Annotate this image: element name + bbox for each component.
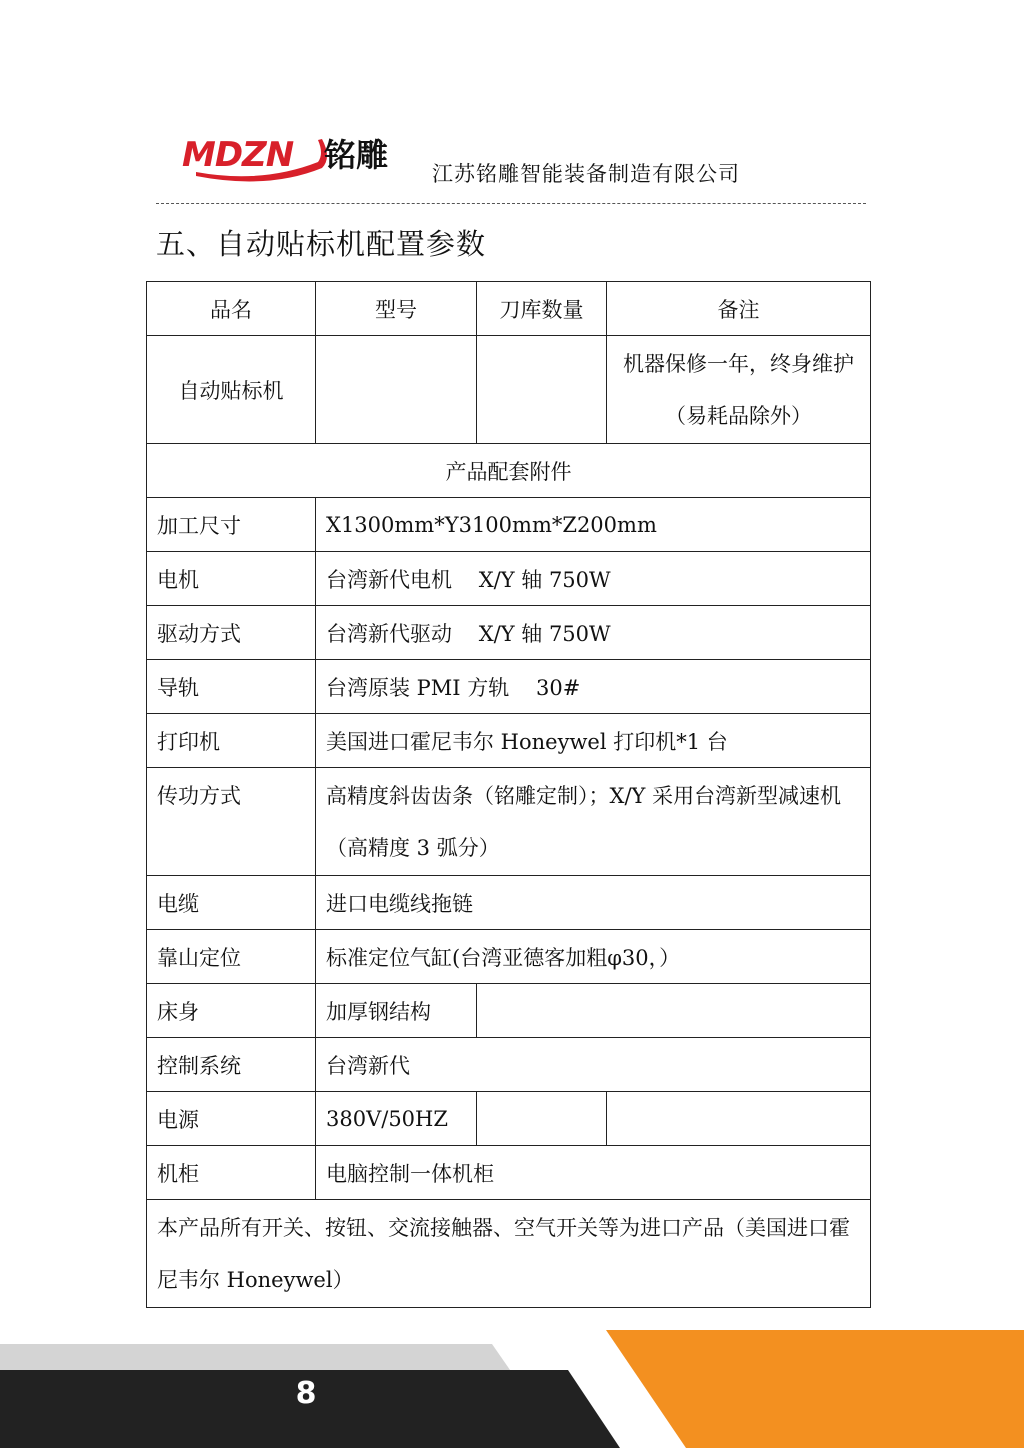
row-label: 机柜 xyxy=(147,1146,316,1200)
row-value: 台湾新代 xyxy=(316,1038,871,1092)
row-label: 床身 xyxy=(147,984,316,1038)
row-label: 电源 xyxy=(147,1092,316,1146)
company-name: 江苏铭雕智能装备制造有限公司 xyxy=(432,162,740,186)
header-cell: 型号 xyxy=(316,282,477,336)
table-row xyxy=(147,930,871,984)
row-value: X1300mm*Y3100mm*Z200mm xyxy=(316,498,871,552)
row-value: 台湾新代驱动 X/Y 轴 750W xyxy=(316,606,871,660)
row-label: 加工尺寸 xyxy=(147,498,316,552)
row-value: 加厚钢结构 xyxy=(316,984,477,1038)
table-row xyxy=(147,660,871,714)
svg-text:铭雕: 铭雕 xyxy=(324,136,389,174)
row-value: 台湾新代电机 X/Y 轴 750W xyxy=(316,552,871,606)
table-row xyxy=(147,768,871,876)
product-row xyxy=(147,336,871,444)
row-label: 传功方式 xyxy=(147,768,316,876)
table-row xyxy=(147,876,871,930)
table-row xyxy=(147,606,871,660)
header-cell: 品名 xyxy=(147,282,316,336)
row-value: 标准定位气缸(台湾亚德客加粗φ30，） xyxy=(316,930,871,984)
section-title: 五、自动贴标机配置参数 xyxy=(156,227,487,261)
table-row xyxy=(147,1092,871,1146)
empty-cell xyxy=(477,1092,607,1146)
table-row xyxy=(147,714,871,768)
row-value: 美国进口霍尼韦尔 Honeywel 打印机*1 台 xyxy=(316,714,871,768)
table-footnote: 本产品所有开关、按钮、交流接触器、空气开关等为进口产品（美国进口霍尼韦尔 Honeywel） xyxy=(147,1200,871,1308)
header-divider xyxy=(156,203,866,204)
table-row xyxy=(147,498,871,552)
header-cell: 备注 xyxy=(607,282,871,336)
table-row xyxy=(147,984,871,1038)
row-label: 控制系统 xyxy=(147,1038,316,1092)
row-value: 380V/50HZ xyxy=(316,1092,477,1146)
table-row xyxy=(147,1146,871,1200)
row-value: 进口电缆线拖链 xyxy=(316,876,871,930)
footnote-row xyxy=(147,1200,871,1308)
empty-cell xyxy=(477,984,871,1038)
header-row xyxy=(147,282,871,336)
product-note: 机器保修一年，终身维护（易耗品除外） xyxy=(607,336,871,444)
spec-table xyxy=(146,281,871,1308)
row-label: 电缆 xyxy=(147,876,316,930)
header-cell: 刀库数量 xyxy=(477,282,607,336)
footer-band xyxy=(0,1330,1024,1448)
product-name: 自动贴标机 xyxy=(147,336,316,444)
accessories-title: 产品配套附件 xyxy=(147,444,871,498)
table-row xyxy=(147,552,871,606)
row-label: 驱动方式 xyxy=(147,606,316,660)
row-label: 靠山定位 xyxy=(147,930,316,984)
row-label: 电机 xyxy=(147,552,316,606)
row-label: 导轨 xyxy=(147,660,316,714)
product-tool-count xyxy=(477,336,607,444)
accessories-title-row xyxy=(147,444,871,498)
table-row xyxy=(147,1038,871,1092)
page-number: 8 xyxy=(295,1376,317,1411)
svg-text:MDZN: MDZN xyxy=(182,135,294,175)
company-logo xyxy=(182,128,412,184)
row-value: 高精度斜齿齿条（铭雕定制）；X/Y 采用台湾新型减速机（高精度 3 弧分） xyxy=(316,768,871,876)
empty-cell xyxy=(607,1092,871,1146)
row-label: 打印机 xyxy=(147,714,316,768)
product-model xyxy=(316,336,477,444)
row-value: 台湾原装 PMI 方轨 30# xyxy=(316,660,871,714)
row-value: 电脑控制一体机柜 xyxy=(316,1146,871,1200)
